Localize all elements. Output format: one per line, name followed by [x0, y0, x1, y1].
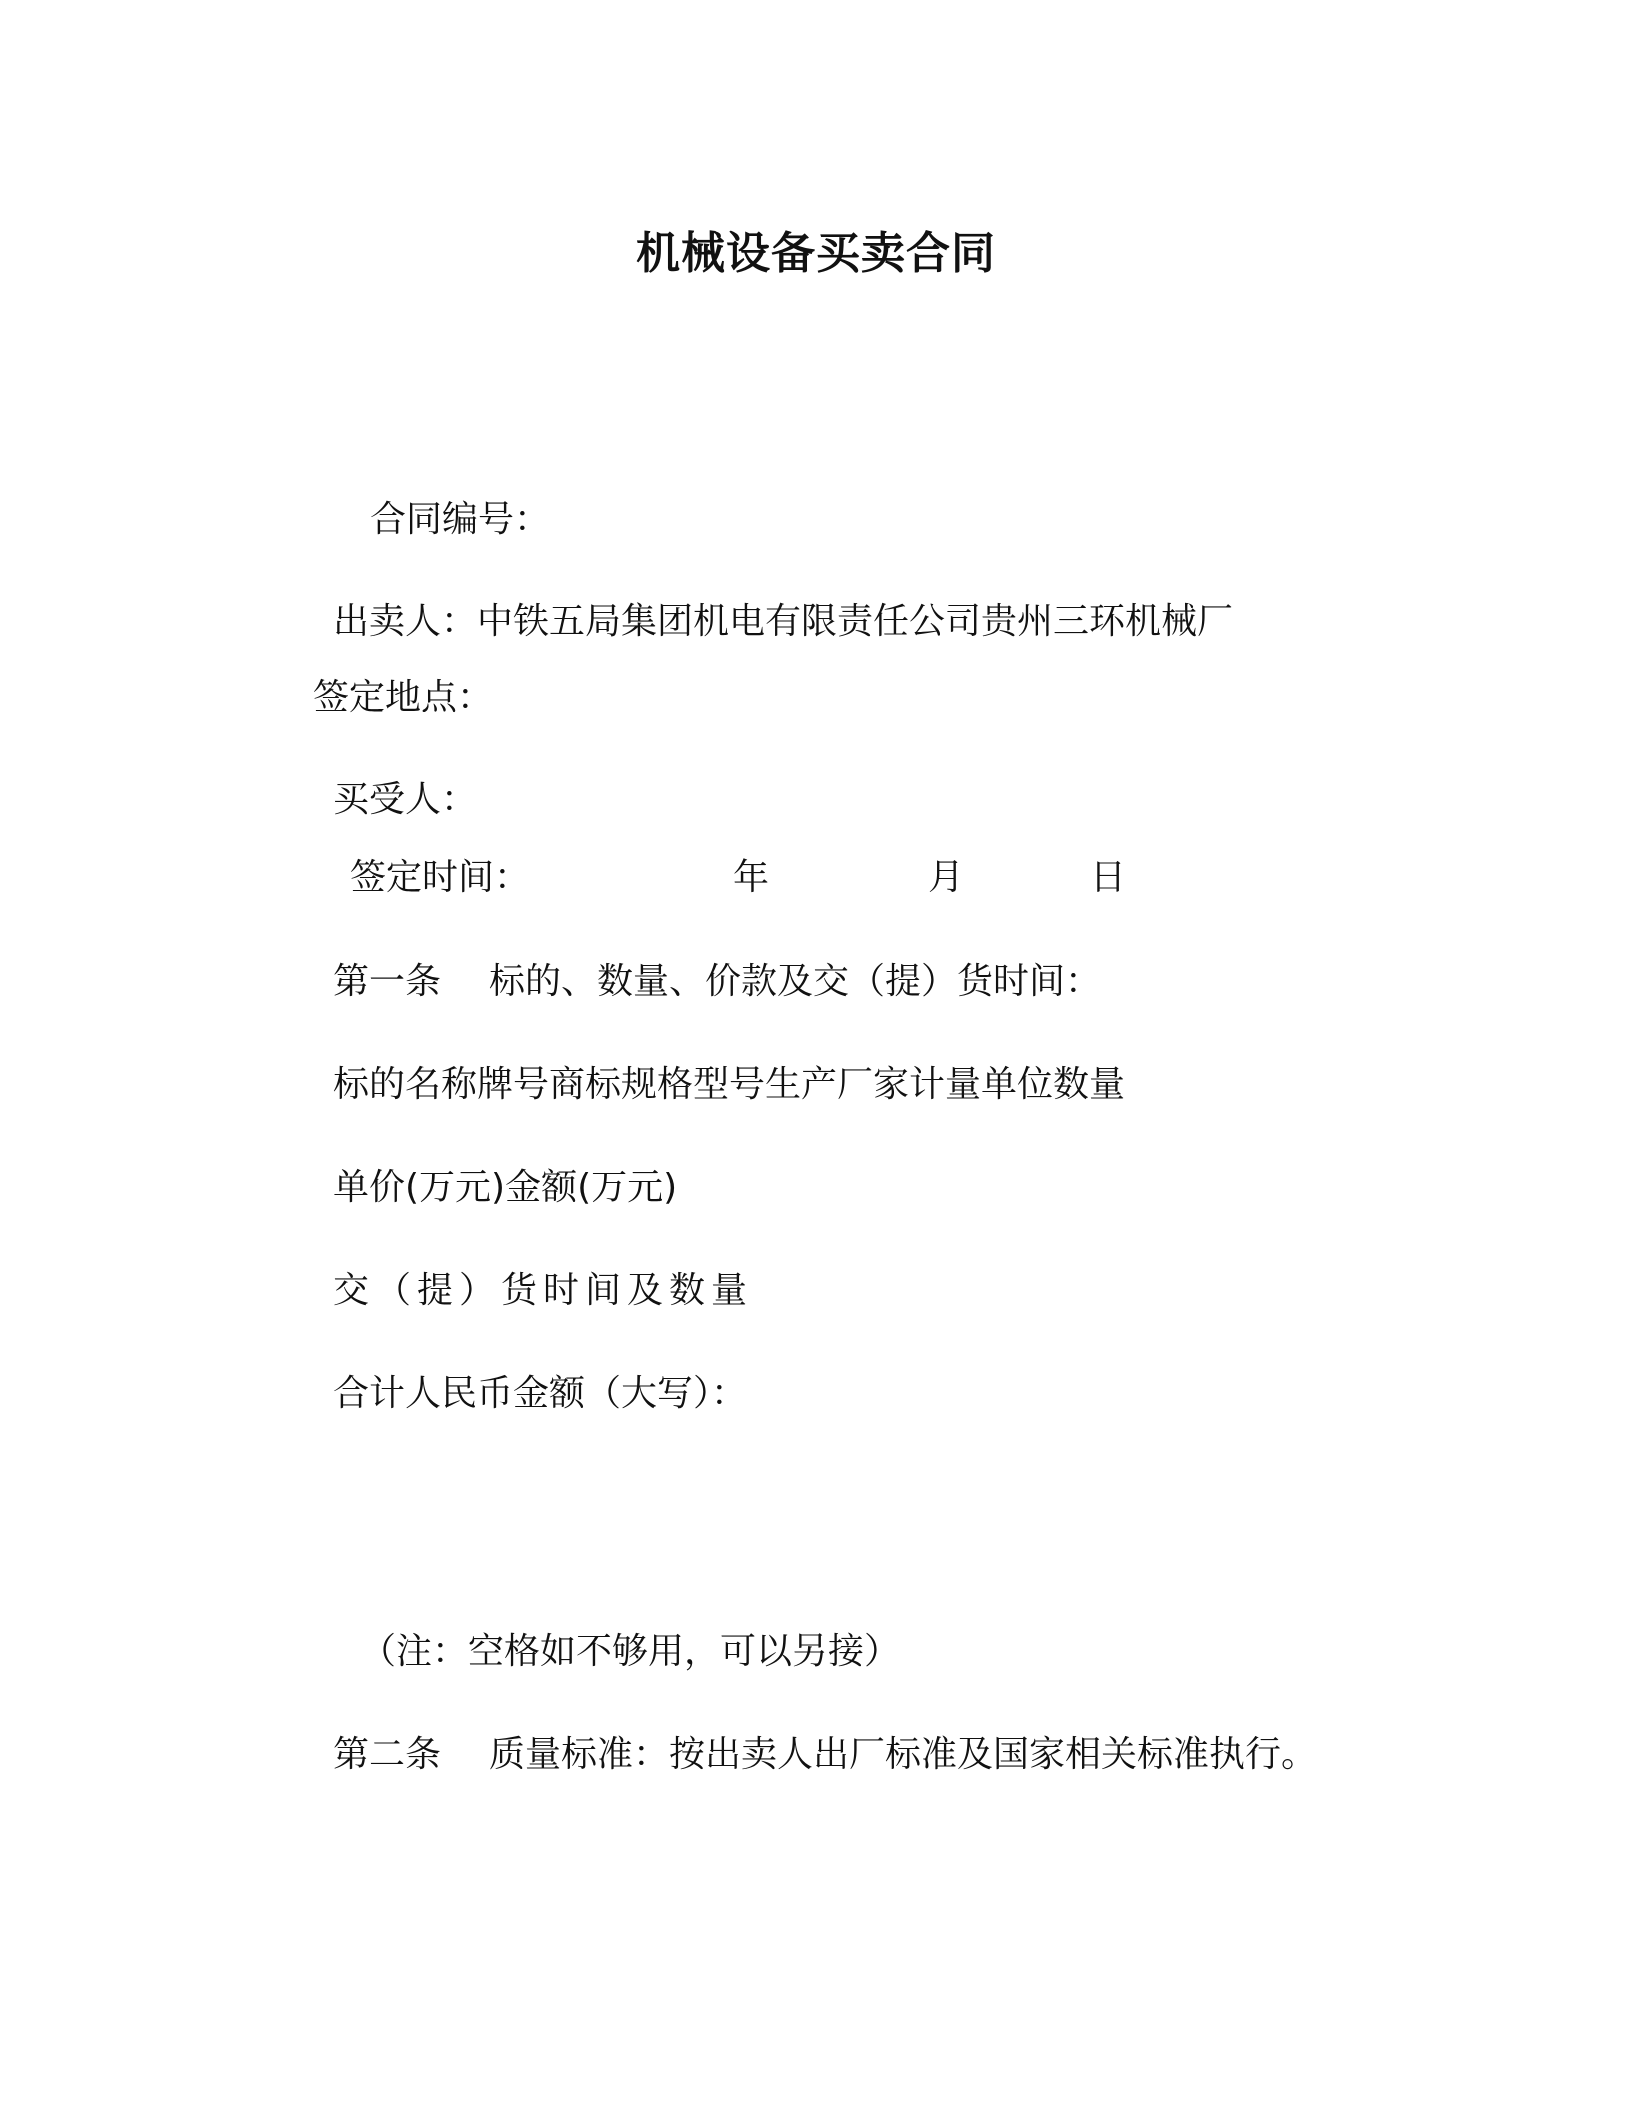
article-2 — [333, 1733, 1317, 1777]
buyer-label: 买受人： — [333, 779, 478, 820]
article-1 — [333, 960, 1101, 1004]
table-header-2: 单价(万元)金额(万元) — [333, 1167, 678, 1208]
article-2-number: 第二条 — [333, 1734, 442, 1775]
date-day-unit: 日 — [1090, 857, 1127, 898]
note-text: （注：空格如不够用，可以另接） — [360, 1631, 901, 1672]
total-amount-label: 合计人民币金额（大写）： — [333, 1373, 748, 1414]
sign-place-label: 签定地点： — [313, 677, 494, 718]
sign-time-label: 签定时间： — [350, 857, 531, 898]
article-1-text: 标的、数量、价款及交（提）货时间： — [489, 961, 1102, 1002]
date-month-unit: 月 — [928, 857, 965, 898]
seller-label: 出卖人： — [333, 601, 478, 642]
table-header-1: 标的名称牌号商标规格型号生产厂家计量单位数量 — [333, 1064, 1126, 1105]
contract-title: 机械设备买卖合同 — [636, 228, 996, 279]
seller-name: 中铁五局集团机电有限责任公司贵州三环机械厂 — [477, 601, 1234, 642]
article-2-text: 质量标准：按出卖人出厂标准及国家相关标准执行。 — [489, 1734, 1318, 1775]
article-1-number: 第一条 — [333, 961, 442, 1002]
table-header-3: 交（提）货时间及数量 — [333, 1270, 754, 1311]
seller-line — [333, 600, 1233, 644]
date-year-unit: 年 — [733, 857, 770, 898]
contract-number-label: 合同编号： — [370, 499, 551, 540]
